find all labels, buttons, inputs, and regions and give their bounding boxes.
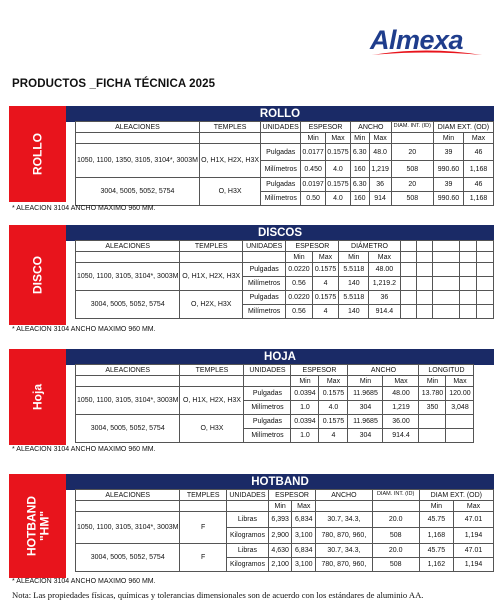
empty-cell: [417, 305, 433, 319]
almexa-logo: [368, 24, 484, 58]
col-header: TEMPLES: [180, 365, 244, 376]
value-cell: 350: [419, 401, 446, 415]
empty-cell: [417, 252, 433, 263]
table-row: [76, 263, 494, 277]
value-cell: 914.4: [369, 305, 400, 319]
header-row: [76, 241, 494, 252]
temper-cell: O, H1X, H2X, H3X: [180, 387, 244, 415]
empty-cell: [417, 241, 433, 252]
value-cell: [446, 415, 474, 429]
col-header: UNIDADES: [243, 241, 286, 252]
sub-header: Max: [326, 133, 351, 144]
empty-cell: [76, 376, 180, 387]
col-header: ESPESOR: [286, 241, 339, 252]
side-label-discos: DISCO: [30, 255, 45, 295]
unit-cell: Milímetros: [243, 277, 286, 291]
value-cell: 20.0: [372, 544, 419, 558]
value-cell: 20: [391, 178, 433, 192]
value-cell: 45.75: [419, 544, 453, 558]
subheader-row: [76, 252, 494, 263]
section-hotband: [9, 474, 494, 578]
value-cell: 0.50: [301, 192, 326, 206]
empty-cell: [316, 501, 373, 512]
empty-cell: [417, 263, 433, 277]
value-cell: 140: [339, 277, 369, 291]
value-cell: 780, 870, 960,: [316, 558, 373, 572]
empty-cell: [460, 277, 477, 291]
unit-cell: Pulgadas: [243, 263, 286, 277]
value-cell: 5.5118: [339, 291, 369, 305]
value-cell: [419, 415, 446, 429]
value-cell: 304: [348, 401, 383, 415]
sub-header: Max: [454, 501, 494, 512]
sub-header: Max: [383, 376, 419, 387]
empty-cell: [433, 277, 460, 291]
side-tab-discos: [9, 225, 66, 325]
empty-cell: [476, 241, 493, 252]
col-header: TEMPLES: [180, 490, 226, 501]
alloy-cell: 3004, 5005, 5052, 5754: [76, 291, 180, 319]
value-cell: 0.0220: [286, 263, 312, 277]
col-header: ALEACIONES: [76, 365, 180, 376]
value-cell: 0.1575: [312, 291, 339, 305]
value-cell: 36.00: [383, 415, 419, 429]
temper-cell: O, H3X: [180, 415, 244, 443]
col-header: DIÁMETRO: [339, 241, 400, 252]
col-header: DIAM. INT. (ID): [372, 490, 419, 501]
value-cell: 1,168: [464, 192, 494, 206]
col-header: ALEACIONES: [76, 490, 180, 501]
value-cell: 0.1575: [326, 178, 351, 192]
table-hotband: [75, 489, 494, 572]
sub-header: Max: [369, 252, 400, 263]
value-cell: 4.0: [326, 192, 351, 206]
col-header: UNIDADES: [262, 123, 299, 131]
footnote-rollo: * ALEACION 3104 ANCHO MAXIMO 960 MM.: [12, 205, 156, 212]
temper-cell: F: [180, 544, 226, 572]
empty-cell: [400, 291, 417, 305]
empty-cell: [244, 376, 291, 387]
value-cell: 47.01: [454, 512, 494, 528]
empty-cell: [372, 501, 419, 512]
table-row: [76, 415, 474, 429]
table-row: [76, 291, 494, 305]
value-cell: 2,900: [269, 528, 292, 544]
value-cell: 990.60: [433, 192, 463, 206]
empty-cell: [433, 252, 460, 263]
side-label-hotband-line1: HOTBAND: [23, 496, 38, 556]
value-cell: 304: [348, 429, 383, 443]
empty-cell: [243, 252, 286, 263]
empty-cell: [460, 305, 477, 319]
section-discos: [9, 225, 494, 325]
unit-cell: Milímetros: [244, 401, 291, 415]
subheader-row: [76, 501, 494, 512]
sub-header: Min: [291, 376, 319, 387]
band-hoja: HOJA: [66, 349, 494, 365]
empty-cell: [76, 501, 180, 512]
value-cell: 11.9685: [348, 415, 383, 429]
empty-cell: [476, 277, 493, 291]
value-cell: 1,168: [419, 528, 453, 544]
unit-cell: Milímetros: [244, 429, 291, 443]
value-cell: 140: [339, 305, 369, 319]
empty-cell: [460, 291, 477, 305]
empty-cell: [400, 263, 417, 277]
empty-cell: [417, 291, 433, 305]
empty-cell: [476, 305, 493, 319]
unit-cell: Pulgadas: [261, 144, 301, 161]
temper-cell: O, H2X, H3X: [180, 291, 243, 319]
value-cell: 46: [464, 178, 494, 192]
alloy-cell: 3004, 5005, 5052, 5754: [76, 178, 200, 206]
value-cell: 508: [391, 161, 433, 178]
col-header: UNIDADES: [244, 365, 291, 376]
value-cell: 508: [372, 528, 419, 544]
band-rollo: ROLLO: [66, 106, 494, 122]
sub-header: Max: [464, 133, 494, 144]
value-cell: 914.4: [383, 429, 419, 443]
value-cell: 120.00: [446, 387, 474, 401]
col-header: ANCHO: [316, 490, 373, 501]
col-header: LONGITUD: [419, 365, 474, 376]
table-rollo: [75, 121, 494, 206]
empty-cell: [476, 291, 493, 305]
col-header: ALEACIONES: [76, 241, 180, 252]
value-cell: 13.780: [419, 387, 446, 401]
unit-cell: Pulgadas: [244, 415, 291, 429]
col-header: ESPESOR: [301, 122, 351, 133]
value-cell: 6.30: [350, 178, 369, 192]
value-cell: 3,100: [292, 558, 316, 572]
sub-header: Min: [433, 133, 463, 144]
value-cell: 160: [350, 192, 369, 206]
value-cell: 1,219.2: [369, 277, 400, 291]
side-tab-rollo: [9, 106, 66, 202]
value-cell: 30.7, 34.3,: [316, 512, 373, 528]
temper-cell: F: [180, 512, 226, 544]
value-cell: 6.30: [350, 144, 369, 161]
value-cell: 48.0: [369, 144, 391, 161]
empty-cell: [460, 263, 477, 277]
value-cell: 0.1575: [326, 144, 351, 161]
unit-cell: Libras: [226, 544, 268, 558]
col-header: ANCHO: [348, 365, 419, 376]
value-cell: 3,100: [292, 528, 316, 544]
sub-header: Min: [301, 133, 326, 144]
table-row: [76, 178, 494, 192]
header-row: [76, 490, 494, 501]
empty-cell: [261, 133, 301, 144]
header-row: [76, 122, 494, 133]
value-cell: 30.7, 34.3,: [316, 544, 373, 558]
sub-header: Max: [292, 501, 316, 512]
subheader-row: [76, 376, 474, 387]
value-cell: 1.0: [291, 401, 319, 415]
table-discos: [75, 240, 494, 319]
empty-cell: [391, 133, 433, 144]
empty-cell: [400, 277, 417, 291]
col-header: DIAM. INT. (ID): [391, 122, 433, 133]
col-header: UNIDADES: [226, 490, 268, 501]
alloy-cell: 1050, 1100, 3105, 3104*, 3003M: [76, 263, 180, 291]
empty-cell: [476, 252, 493, 263]
empty-cell: [417, 277, 433, 291]
unit-cell: Pulgadas: [244, 387, 291, 401]
value-cell: 6,834: [292, 512, 316, 528]
empty-cell: [76, 252, 180, 263]
value-cell: 1,194: [454, 558, 494, 572]
value-cell: 1,162: [419, 558, 453, 572]
footnote-discos: * ALEACION 3104 ANCHO MAXIMO 960 MM.: [12, 326, 156, 333]
col-header: ANCHO: [350, 122, 391, 133]
empty-cell: [400, 241, 417, 252]
value-cell: 4: [312, 277, 339, 291]
temper-cell: O, H3X: [199, 178, 260, 206]
table-row: [76, 387, 474, 401]
col-header: DIAM EXT. (OD): [433, 122, 493, 133]
sub-header: Min: [269, 501, 292, 512]
table-row: [76, 512, 494, 528]
subheader-row: [76, 133, 494, 144]
side-label-hotband: [25, 496, 50, 556]
alloy-cell: 1050, 1100, 1350, 3105, 3104*, 3003M: [76, 144, 200, 178]
value-cell: 0.1575: [312, 263, 339, 277]
sub-header: Min: [348, 376, 383, 387]
empty-cell: [180, 501, 226, 512]
value-cell: 0.450: [301, 161, 326, 178]
value-cell: [419, 429, 446, 443]
value-cell: 0.0220: [286, 291, 312, 305]
col-header: TEMPLES: [180, 241, 243, 252]
footnote-hoja: * ALEACION 3104 ANCHO MAXIMO 960 MM.: [12, 446, 156, 453]
value-cell: 508: [391, 192, 433, 206]
value-cell: 45.75: [419, 512, 453, 528]
empty-cell: [433, 263, 460, 277]
value-cell: 914: [369, 192, 391, 206]
sub-header: Min: [350, 133, 369, 144]
value-cell: 6,834: [292, 544, 316, 558]
value-cell: 1,168: [464, 161, 494, 178]
unit-cell: Pulgadas: [261, 178, 301, 192]
sub-header: Min: [339, 252, 369, 263]
empty-cell: [226, 501, 268, 512]
unit-cell: Milímetros: [261, 161, 301, 178]
sub-header: Max: [319, 376, 348, 387]
empty-cell: [460, 252, 477, 263]
empty-cell: [76, 133, 200, 144]
side-label-rollo: ROLLO: [30, 133, 45, 175]
value-cell: 508: [372, 558, 419, 572]
unit-cell: Kilogramos: [226, 528, 268, 544]
value-cell: 48.00: [369, 263, 400, 277]
col-header: ESPESOR: [291, 365, 348, 376]
footnote-hotband: * ALEACION 3104 ANCHO MAXIMO 960 MM.: [12, 578, 156, 585]
value-cell: 160: [350, 161, 369, 178]
value-cell: 990.60: [433, 161, 463, 178]
value-cell: 0.1575: [319, 415, 348, 429]
empty-cell: [433, 241, 460, 252]
empty-cell: [433, 305, 460, 319]
value-cell: 0.56: [286, 305, 312, 319]
value-cell: 1,194: [454, 528, 494, 544]
value-cell: 11.9685: [348, 387, 383, 401]
temper-cell: O, H1X, H2X, H3X: [199, 144, 260, 178]
empty-cell: [400, 252, 417, 263]
alloy-cell: 1050, 1100, 3105, 3104*, 3003M: [76, 387, 180, 415]
sub-header: Max: [369, 133, 391, 144]
section-rollo: [9, 106, 494, 204]
footer-note: Nota: Las propiedades físicas, químicas y tolerancias dimensionales son de acuerdo con los estándares de aluminio AA.: [12, 590, 424, 600]
logo-text: Almexa: [370, 25, 464, 55]
value-cell: 4: [319, 429, 348, 443]
value-cell: 46: [464, 144, 494, 161]
value-cell: 48.00: [383, 387, 419, 401]
alloy-cell: 1050, 1100, 3105, 3104*, 3003M: [76, 512, 180, 544]
empty-cell: [460, 241, 477, 252]
empty-cell: [433, 291, 460, 305]
header-row: [76, 365, 474, 376]
value-cell: 1.0: [291, 429, 319, 443]
value-cell: 0.1575: [319, 387, 348, 401]
value-cell: 3,048: [446, 401, 474, 415]
value-cell: 47.01: [454, 544, 494, 558]
alloy-cell: 3004, 5005, 5052, 5754: [76, 415, 180, 443]
side-tab-hotband: [9, 474, 66, 578]
sub-header: Min: [286, 252, 312, 263]
table-row: [76, 144, 494, 161]
value-cell: 36: [369, 291, 400, 305]
value-cell: 0.56: [286, 277, 312, 291]
side-label-hoja: Hoja: [30, 383, 45, 411]
value-cell: 0.0394: [291, 387, 319, 401]
col-header: DIAM EXT. (OD): [419, 490, 493, 501]
value-cell: 4: [312, 305, 339, 319]
value-cell: 4,630: [269, 544, 292, 558]
empty-cell: [180, 376, 244, 387]
table-row: [76, 544, 494, 558]
value-cell: 39: [433, 178, 463, 192]
temper-cell: O, H1X, H2X, H3X: [180, 263, 243, 291]
value-cell: 1,219: [369, 161, 391, 178]
value-cell: 20.0: [372, 512, 419, 528]
value-cell: 2,100: [269, 558, 292, 572]
side-tab-hoja: [9, 349, 66, 445]
side-label-hotband-line2: "HM": [36, 510, 51, 542]
value-cell: 6,393: [269, 512, 292, 528]
sub-header: Max: [312, 252, 339, 263]
unit-cell: Milímetros: [261, 192, 301, 206]
value-cell: 4.0: [319, 401, 348, 415]
sub-header: Min: [419, 501, 453, 512]
value-cell: [446, 429, 474, 443]
unit-cell: Kilogramos: [226, 558, 268, 572]
value-cell: 20: [391, 144, 433, 161]
band-hotband: HOTBAND: [66, 474, 494, 490]
table-hoja: [75, 364, 474, 443]
col-header: ESPESOR: [269, 490, 316, 501]
col-header: TEMPLES: [199, 122, 260, 133]
empty-cell: [400, 305, 417, 319]
value-cell: 36: [369, 178, 391, 192]
col-header: ALEACIONES: [76, 122, 200, 133]
sub-header: Max: [446, 376, 474, 387]
value-cell: 780, 870, 960,: [316, 528, 373, 544]
value-cell: 0.0394: [291, 415, 319, 429]
empty-cell: [199, 133, 260, 144]
unit-cell: Milímetros: [243, 305, 286, 319]
value-cell: 4.0: [326, 161, 351, 178]
section-hoja: [9, 349, 494, 445]
unit-cell: Libras: [226, 512, 268, 528]
value-cell: 39: [433, 144, 463, 161]
document-title: PRODUCTOS _FICHA TÉCNICA 2025: [12, 78, 216, 90]
empty-cell: [476, 263, 493, 277]
unit-cell: Pulgadas: [243, 291, 286, 305]
sub-header: Min: [419, 376, 446, 387]
value-cell: 0.0197: [301, 178, 326, 192]
band-discos: DISCOS: [66, 225, 494, 241]
empty-cell: [180, 252, 243, 263]
value-cell: 0.0177: [301, 144, 326, 161]
alloy-cell: 3004, 5005, 5052, 5754: [76, 544, 180, 572]
value-cell: 1,219: [383, 401, 419, 415]
value-cell: 5.5118: [339, 263, 369, 277]
